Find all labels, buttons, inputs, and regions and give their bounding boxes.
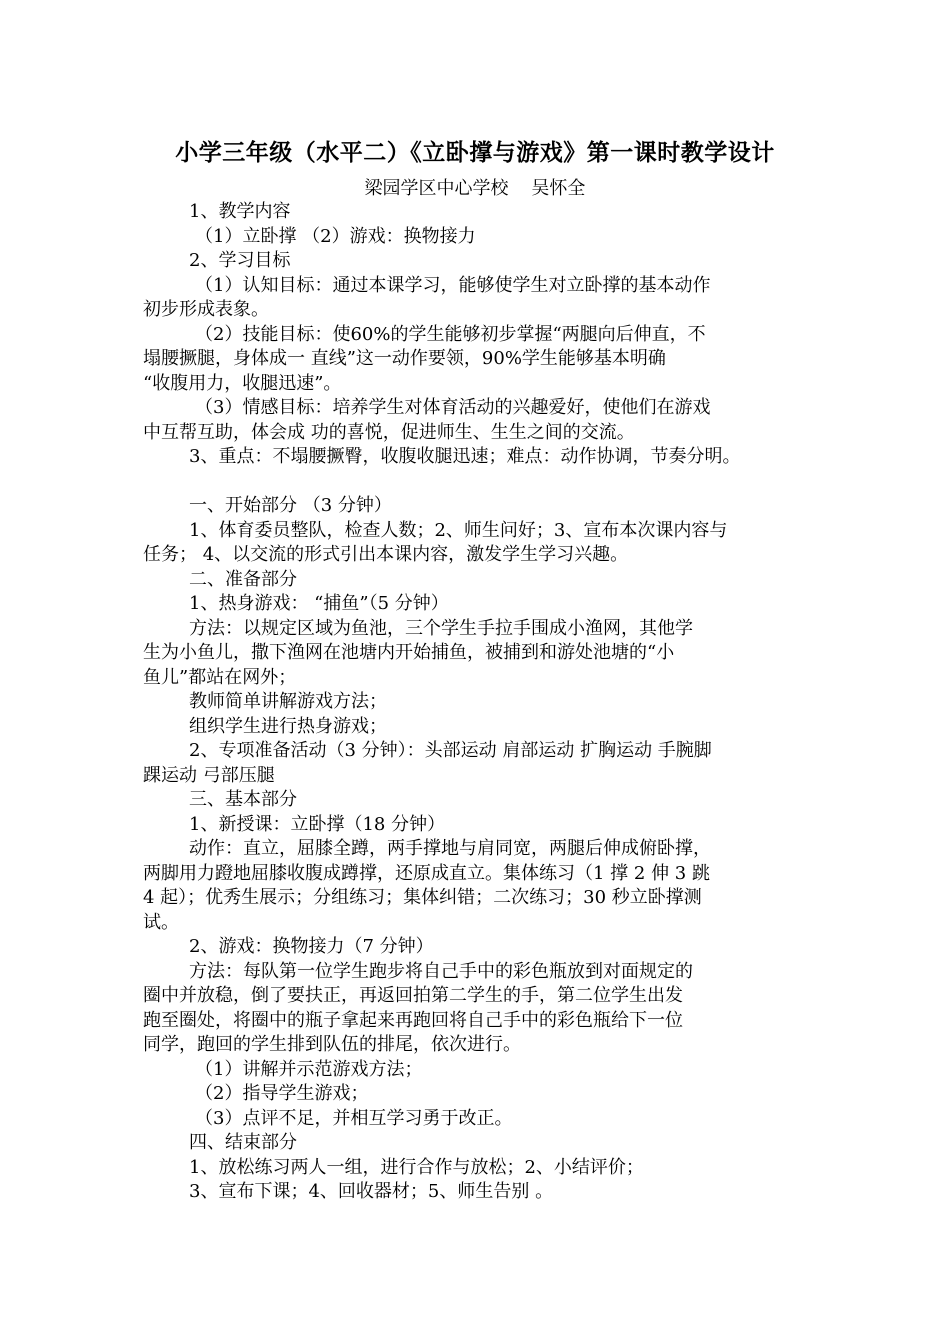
- text-line: 塌腰撅腿，身体成一 直线”这一动作要领，90%学生能够基本明确: [143, 348, 666, 369]
- list-item: （1）讲解并示范游戏方法；: [195, 1058, 423, 1080]
- text-line: 1、放松练习两人一组，进行合作与放松；2、小结评价；: [189, 1156, 644, 1178]
- text-line: 教师简单讲解游戏方法；: [189, 691, 387, 712]
- text-line: 方法：以规定区域为鱼池，三个学生手拉手围成小渔网，其他学: [189, 617, 693, 639]
- section-heading: 2、学习目标: [189, 250, 291, 271]
- list-item: （2）指导学生游戏；: [195, 1083, 369, 1104]
- text-line: 方法：每队第一位学生跑步将自己手中的彩色瓶放到对面规定的: [189, 960, 693, 982]
- document-body: [143, 200, 813, 1205]
- text-line: 1、新授课：立卧撑（18 分钟）: [189, 813, 446, 835]
- text-line: 1、热身游戏： “捕鱼”（5 分钟）: [189, 593, 449, 614]
- text-line: 踝运动 弓部压腿: [143, 764, 275, 786]
- author-line: 梁园学区中心学校 吴怀全: [364, 178, 586, 199]
- text-line: 生为小鱼儿，撒下渔网在池塘内开始捕鱼，被捕到和游处池塘的“小: [143, 642, 675, 663]
- blank-line: [143, 470, 813, 495]
- text-line: 2、专项准备活动（3 分钟）：头部运动 肩部运动 扩胸运动 手腕脚: [189, 740, 712, 761]
- section-heading: 二、准备部分: [189, 568, 297, 590]
- text-line: 中互帮互助，体会成 功的喜悦，促进师生、生生之间的交流。: [143, 421, 635, 443]
- text-line: 鱼儿”都站在网外；: [143, 666, 297, 688]
- text-line: 初步形成表象。: [143, 299, 269, 320]
- text-line: 4 起）；优秀生展示；分组练习；集体纠错；二次练习；30 秒立卧撑测: [143, 887, 702, 908]
- text-line: 同学，跑回的学生排到队伍的排尾，依次进行。: [143, 1034, 521, 1055]
- text-line: 3、重点：不塌腰撅臀，收腹收腿迅速；难点：动作协调，节奏分明。: [189, 446, 741, 467]
- text-line: 动作：直立，屈膝全蹲，两手撑地与肩同宽，两腿后伸成俯卧撑，: [189, 838, 711, 859]
- text-line: 圈中并放稳，倒了要扶正，再返回拍第二学生的手，第二位学生出发: [143, 985, 683, 1006]
- text-line: 任务； 4、以交流的形式引出本课内容，激发学生学习兴趣。: [143, 544, 629, 565]
- document-title: 小学三年级（水平二）《立卧撑与游戏》第一课时教学设计: [175, 139, 775, 166]
- text-line: （1）认知目标：通过本课学习，能够使学生对立卧撑的基本动作: [195, 274, 711, 296]
- text-line: （3）情感目标：培养学生对体育活动的兴趣爱好，使他们在游戏: [195, 397, 711, 418]
- text-line: 2、游戏：换物接力（7 分钟）: [189, 936, 434, 957]
- section-heading: 四、结束部分: [189, 1132, 297, 1153]
- section-heading: 一、开始部分 （3 分钟）: [189, 495, 392, 516]
- section-heading: 1、教学内容: [189, 201, 291, 222]
- text-line: 试。: [143, 911, 179, 933]
- text-line: “收腹用力，收腿迅速”。: [143, 372, 342, 394]
- text-line: 3、宣布下课；4、回收器材；5、师生告别 。: [189, 1181, 554, 1202]
- list-item: （3）点评不足，并相互学习勇于改正。: [195, 1107, 513, 1129]
- text-line: 组织学生进行热身游戏；: [189, 715, 387, 737]
- text-line: 1、体育委员整队，检查人数；2、师生问好；3、宣布本次课内容与: [189, 519, 728, 541]
- text-line: 两脚用力蹬地屈膝收腹成蹲撑，还原成直立。集体练习（1 撑 2 伸 3 跳: [143, 862, 710, 884]
- text-line: （2）技能目标：使60%的学生能够初步掌握“两腿向后伸直，不: [195, 323, 706, 345]
- section-heading: 三、基本部分: [189, 789, 297, 810]
- text-line: 跑至圈处，将圈中的瓶子拿起来再跑回将自己手中的彩色瓶给下一位: [143, 1009, 683, 1031]
- text-line: （1）立卧撑 （2）游戏：换物接力: [195, 225, 476, 247]
